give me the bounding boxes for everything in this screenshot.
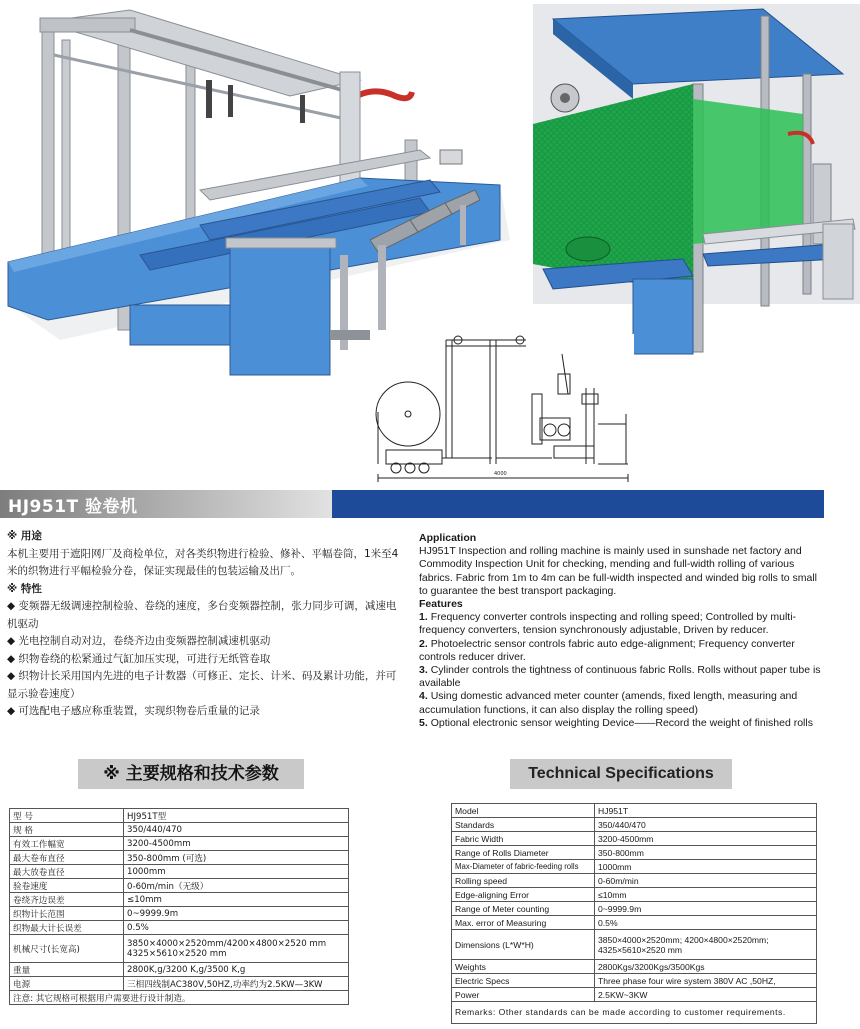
zh-feature-item: ◆ 织物计长采用国内先进的电子计数器（可修正、定长、计米、码及累计功能，并可显示验卷速度） bbox=[7, 670, 397, 700]
en-spec-banner: Technical Specifications bbox=[510, 759, 732, 789]
spec-value: 350/440/470 bbox=[124, 823, 349, 837]
spec-value: 3200-4500mm bbox=[124, 837, 349, 851]
table-row bbox=[10, 991, 349, 1005]
spec-value: ≤10mm bbox=[124, 893, 349, 907]
spec-label: 卷绕齐边误差 bbox=[10, 893, 124, 907]
table-row bbox=[10, 935, 349, 963]
spec-label: 机械尺寸(长宽高) bbox=[10, 935, 124, 963]
table-row bbox=[10, 907, 349, 921]
en-feature-text: Frequency converter controls inspecting and rolling speed; Controlled by multi-frequency converters, tension synchronously adjustable, Driven by reducer. bbox=[419, 611, 797, 637]
spec-value: 3200-4500mm bbox=[595, 832, 817, 846]
en-feature-item bbox=[419, 611, 827, 637]
spec-label: Max-Diameter of fabric-feeding rolls bbox=[452, 860, 595, 874]
table-row bbox=[452, 846, 817, 860]
spec-value: 1000mm bbox=[124, 865, 349, 879]
spec-value: 0-60m/min（无级） bbox=[124, 879, 349, 893]
spec-label: 最大卷布直径 bbox=[10, 851, 124, 865]
spec-value: 3850×4000×2520mm; 4200×4800×2520mm; 4325×5610×2520 mm bbox=[595, 930, 817, 960]
table-row bbox=[10, 921, 349, 935]
en-feature-text: Optional electronic sensor weighting Device——Record the weight of finished rolls bbox=[430, 716, 813, 729]
spec-value: 350-800mm (可选) bbox=[124, 851, 349, 865]
spec-note: 注意: 其它规格可根据用户需要进行设计制造。 bbox=[10, 991, 349, 1005]
spec-value: 0.5% bbox=[124, 921, 349, 935]
zh-feature-item: ◆ 变频器无级调速控制检验、卷绕的速度，多台变频器控制，张力同步可调，减速电机驱动 bbox=[7, 600, 397, 630]
spec-label: 电源 bbox=[10, 977, 124, 991]
spec-value: HJ951T型 bbox=[124, 809, 349, 823]
spec-remarks: Remarks: Other standards can be made according to customer requirements. bbox=[452, 1002, 817, 1024]
spec-label: 织物最大计长误差 bbox=[10, 921, 124, 935]
spec-value: 三相四线制AC380V,50HZ,功率约为2.5KW—3KW bbox=[124, 977, 349, 991]
spec-label: Fabric Width bbox=[452, 832, 595, 846]
spec-value: 0-60m/min bbox=[595, 874, 817, 888]
spec-value: 2800Kgs/3200Kgs/3500Kgs bbox=[595, 960, 817, 974]
table-row bbox=[452, 1002, 817, 1024]
table-row bbox=[452, 804, 817, 818]
spec-value: 350/440/470 bbox=[595, 818, 817, 832]
spec-value: 0.5% bbox=[595, 916, 817, 930]
technical-drawing bbox=[372, 334, 634, 484]
spec-label: 有效工作幅宽 bbox=[10, 837, 124, 851]
zh-usage-heading: ※ 用途 bbox=[7, 530, 42, 542]
table-row bbox=[452, 874, 817, 888]
table-row bbox=[10, 809, 349, 823]
spec-label: Rolling speed bbox=[452, 874, 595, 888]
en-feature-item bbox=[419, 690, 827, 716]
spec-label: Range of Meter counting bbox=[452, 902, 595, 916]
en-feature-num: 3. bbox=[419, 664, 428, 677]
en-feature-num: 5. bbox=[419, 716, 428, 729]
table-row bbox=[10, 837, 349, 851]
en-feature-item bbox=[419, 717, 827, 730]
table-row bbox=[452, 860, 817, 874]
table-row bbox=[10, 823, 349, 837]
machine-photo-right bbox=[533, 4, 860, 364]
spec-label: Electric Specs bbox=[452, 974, 595, 988]
en-description bbox=[419, 532, 827, 730]
table-row bbox=[452, 818, 817, 832]
spec-value: 2.5KW~3KW bbox=[595, 988, 817, 1002]
spec-label: Dimensions (L*W*H) bbox=[452, 930, 595, 960]
spec-value: Three phase four wire system 380V AC ,50HZ, bbox=[595, 974, 817, 988]
spec-label: Range of Rolls Diameter bbox=[452, 846, 595, 860]
en-feature-num: 4. bbox=[419, 690, 428, 703]
spec-value: 2800K,g/3200 K,g/3500 K,g bbox=[124, 963, 349, 977]
en-feature-text: Using domestic advanced meter counter (amends, fixed length, measuring and accumulation functions, it can also display the rolling speed) bbox=[419, 690, 798, 716]
table-row bbox=[452, 888, 817, 902]
spec-label: 重量 bbox=[10, 963, 124, 977]
spec-label: Model bbox=[452, 804, 595, 818]
zh-feature-item: ◆ 织物卷绕的松紧通过气缸加压实现，可进行无纸管卷取 bbox=[7, 652, 271, 665]
spec-label: Weights bbox=[452, 960, 595, 974]
table-row bbox=[452, 974, 817, 988]
table-row bbox=[452, 902, 817, 916]
table-row bbox=[452, 988, 817, 1002]
en-features-heading: Features bbox=[419, 598, 463, 611]
en-feature-item bbox=[419, 638, 827, 664]
spec-value: 0~9999.9m bbox=[124, 907, 349, 921]
spec-value: 1000mm bbox=[595, 860, 817, 874]
spec-label: 型 号 bbox=[10, 809, 124, 823]
product-title: HJ951T 验卷机 bbox=[8, 497, 138, 517]
table-row bbox=[452, 916, 817, 930]
en-feature-item bbox=[419, 664, 827, 690]
machine-photo-left bbox=[0, 0, 520, 385]
zh-feature-item: ◆ 光电控制自动对边，卷绕齐边由变频器控制减速机驱动 bbox=[7, 635, 271, 647]
spec-value: 0~9999.9m bbox=[595, 902, 817, 916]
table-row bbox=[452, 960, 817, 974]
en-spec-table bbox=[451, 803, 817, 1024]
diagram-dimension-label: 4000 bbox=[494, 471, 507, 477]
table-row bbox=[452, 832, 817, 846]
zh-description bbox=[7, 528, 405, 721]
spec-label: 验卷速度 bbox=[10, 879, 124, 893]
zh-feature-item: ◆ 可选配电子感应称重装置，实现织物卷后重量的记录 bbox=[7, 705, 260, 717]
table-row bbox=[10, 893, 349, 907]
title-band-right bbox=[332, 490, 824, 518]
en-application-heading: Application bbox=[419, 532, 477, 544]
table-row bbox=[452, 930, 817, 960]
table-row bbox=[10, 879, 349, 893]
table-row bbox=[10, 865, 349, 879]
spec-label: 织物计长范围 bbox=[10, 907, 124, 921]
spec-value: HJ951T bbox=[595, 804, 817, 818]
zh-usage-body: 本机主要用于遮阳网厂及商检单位，对各类织物进行检验、修补、平幅卷筒，1米至4米的织物进行平幅检验分卷，保证实现最佳的包装运输及出厂。 bbox=[7, 547, 399, 577]
en-application-body: HJ951T Inspection and rolling machine is mainly used in sunshade net factory and Commodity Inspection Unit for checking, mending and full-width rolling of various fabrics. Fabric from 1m to 4m can be full-width inspected and winded big rolls to small to guarantee the best transport packaging. bbox=[419, 545, 818, 597]
table-row bbox=[10, 977, 349, 991]
en-feature-text: Cylinder controls the tightness of continuous fabric Rolls. Rolls without paper tube is available bbox=[419, 664, 821, 690]
table-row bbox=[10, 851, 349, 865]
table-row bbox=[10, 963, 349, 977]
spec-label: Max. error of Measuring bbox=[452, 916, 595, 930]
en-feature-num: 1. bbox=[419, 611, 428, 624]
en-feature-num: 2. bbox=[419, 637, 428, 650]
zh-features-heading: ※ 特性 bbox=[7, 582, 42, 595]
spec-label: 最大放卷直径 bbox=[10, 865, 124, 879]
en-feature-text: Photoelectric sensor controls fabric auto edge-alignment; Frequency converter controls reducer driver. bbox=[419, 637, 795, 663]
spec-label: Standards bbox=[452, 818, 595, 832]
spec-value: 350-800mm bbox=[595, 846, 817, 860]
spec-value: 3850×4000×2520mm/4200×4800×2520 mm 4325×5610×2520 mm bbox=[124, 935, 349, 963]
spec-value: ≤10mm bbox=[595, 888, 817, 902]
zh-spec-banner: ※ 主要规格和技术参数 bbox=[78, 759, 304, 789]
spec-label: 规 格 bbox=[10, 823, 124, 837]
zh-spec-table bbox=[9, 808, 349, 1005]
spec-label: Power bbox=[452, 988, 595, 1002]
spec-label: Edge-aligning Error bbox=[452, 888, 595, 902]
